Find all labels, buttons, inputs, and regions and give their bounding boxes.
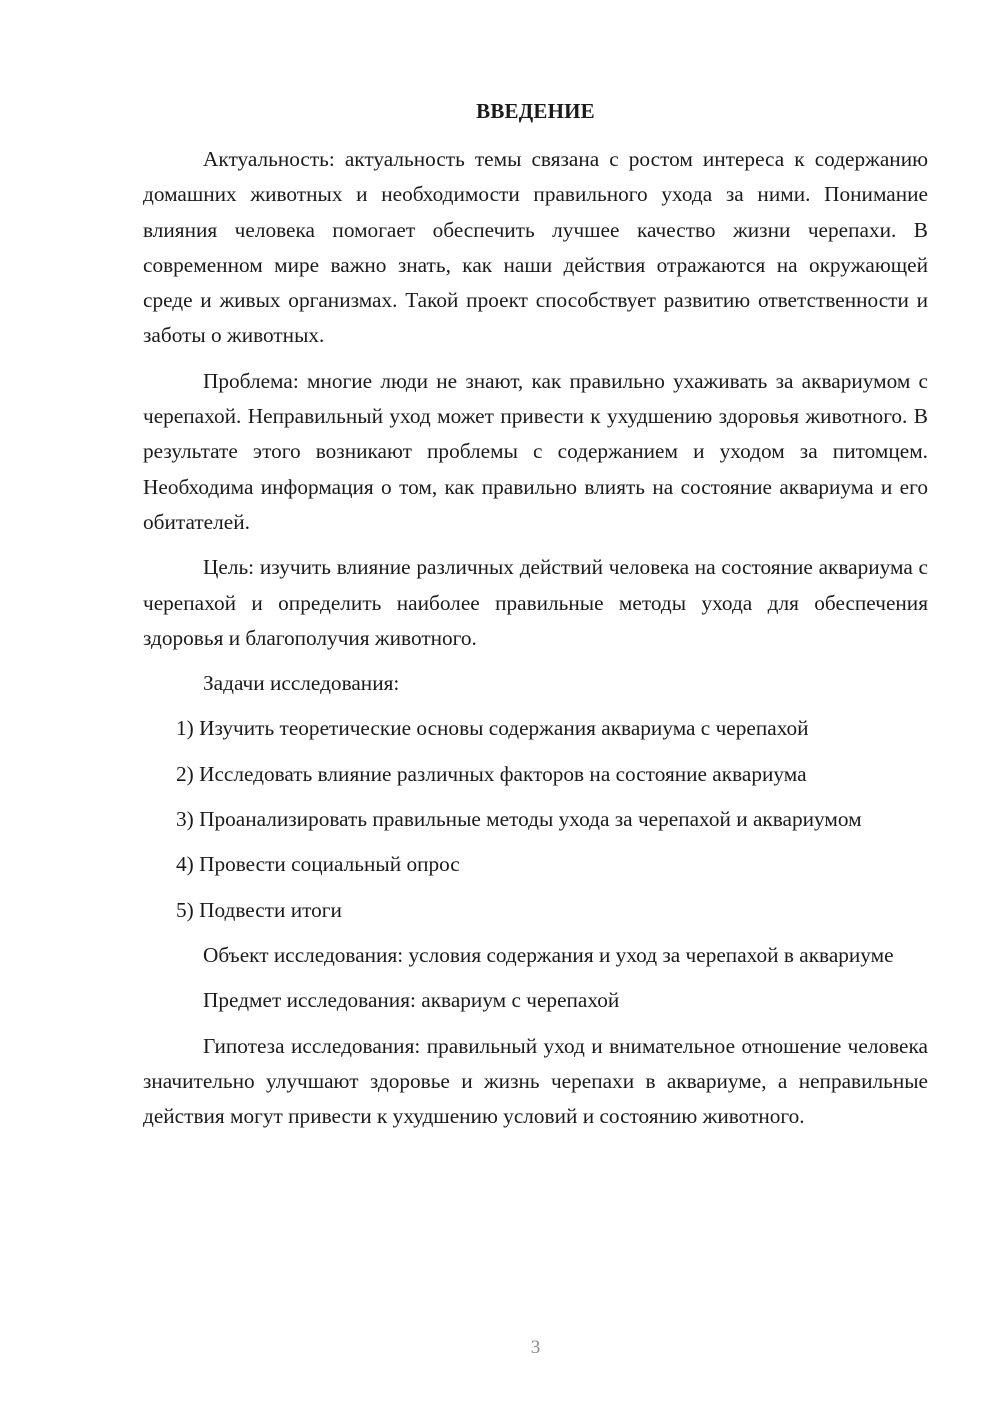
problem-paragraph: Проблема: многие люди не знают, как правильно ухаживать за аквариумом с черепахой. Неправильный уход может привести к ухудшению здоровья животного. В результате этого возникают проблемы с содержанием и уходом за питомцем. Необходима информация о том, как правильно влиять на состояние аквариума и его обитателей.	[143, 368, 928, 534]
task-item: 2) Исследовать влияние различных факторов на состояние аквариума	[176, 761, 807, 786]
page-number: 3	[530, 1337, 541, 1358]
task-item: 3) Проанализировать правильные методы ухода за черепахой и аквариумом	[176, 807, 862, 832]
section-title: ВВЕДЕНИЕ	[476, 99, 595, 123]
document-body	[143, 142, 928, 1144]
relevance-paragraph: Актуальность: актуальность темы связана с ростом интереса к содержанию домашних животных и необходимости правильного ухода за ними. Понимание влияния человека помогает обеспечить лучшее качество жизни черепахи. В современном мире важно знать, как наши действия отражаются на окружающей среде и живых организмах. Такой проект способствует развитию ответственности и заботы о животных.	[143, 147, 928, 348]
tasks-heading: Задачи исследования:	[203, 671, 400, 696]
object-paragraph: Объект исследования: условия содержания и уход за черепахой в аквариуме	[203, 942, 894, 967]
hypothesis-paragraph: Гипотеза исследования: правильный уход и внимательное отношение человека значительно улучшают здоровье и жизнь черепахи в аквариуме, а неправильные действия могут привести к ухудшению условий и состоянию животного.	[143, 1033, 928, 1129]
goal-paragraph: Цель: изучить влияние различных действий человека на состояние аквариума с черепахой и определить наиболее правильные методы ухода для обеспечения здоровья и благополучия животного.	[143, 555, 928, 650]
document-page	[143, 0, 928, 1414]
task-item: 5) Подвести итоги	[176, 897, 342, 922]
task-item: 4) Провести социальный опрос	[176, 852, 460, 877]
task-item: 1) Изучить теоретические основы содержания аквариума с черепахой	[176, 716, 809, 741]
subject-paragraph: Предмет исследования: аквариум с черепахой	[203, 988, 620, 1013]
